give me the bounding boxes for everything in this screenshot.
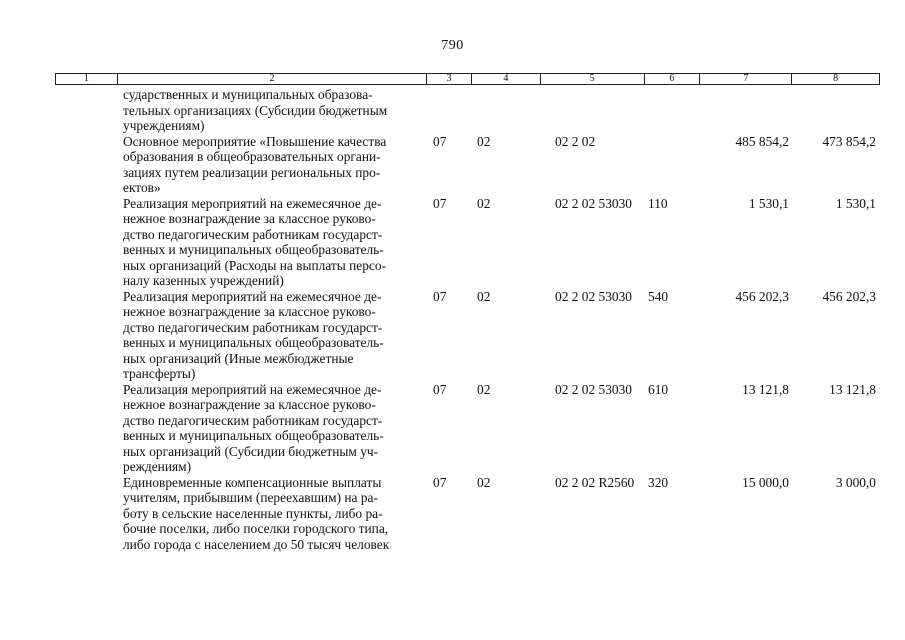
- cell-col-1: [55, 87, 117, 134]
- header-col-6: 6: [645, 74, 701, 84]
- cell-section: 07: [433, 288, 447, 304]
- cell-expense-type: [645, 134, 701, 196]
- cell-section: 07: [433, 195, 447, 211]
- cell-section: 07: [433, 381, 447, 397]
- cell-description: Реализация мероприятий на ежемесячное де- нежное вознаграждение за классное руково- дство педагогическим работникам государст- венных и муниципальных общеобразователь- ных организаций (Расходы на выплаты персо- налу казенных учреждений): [123, 195, 387, 288]
- cell-amount-col-7: [701, 87, 793, 134]
- table-header-row: [55, 73, 880, 85]
- cell-subsection: [472, 87, 541, 134]
- cell-col-1: [55, 196, 117, 289]
- cell-target-article: 02 2 02 53030: [555, 288, 632, 304]
- table-row: [55, 134, 880, 196]
- cell-description: Основное мероприятие «Повышение качества образования в общеобразовательных органи- зациях путем реализации региональных про- ектов»: [123, 133, 387, 195]
- cell-amount-col-7: 13 121,8: [742, 381, 789, 397]
- cell-expense-type: [645, 87, 701, 134]
- cell-section: [427, 87, 472, 134]
- cell-target-article: 02 2 02 53030: [555, 381, 632, 397]
- header-col-3: 3: [427, 74, 472, 84]
- cell-amount-col-7: 1 530,1: [748, 195, 789, 211]
- header-col-2: 2: [118, 74, 427, 84]
- header-col-8: 8: [833, 73, 839, 84]
- cell-subsection: 02: [477, 195, 491, 211]
- cell-amount-col-7: 456 202,3: [735, 288, 789, 304]
- cell-expense-type: 540: [648, 288, 669, 304]
- cell-description: сударственных и муниципальных образова- тельных организациях (Субсидии бюджетным учреждениям): [123, 87, 388, 133]
- cell-amount-col-7: 485 854,2: [735, 133, 789, 149]
- cell-amount-col-8: 456 202,3: [822, 288, 876, 304]
- cell-target-article: 02 2 02 53030: [555, 195, 632, 211]
- cell-expense-type: 110: [648, 195, 668, 211]
- header-col-5: 5: [541, 74, 645, 84]
- cell-col-1: [55, 289, 117, 382]
- header-col-1: 1: [56, 74, 118, 84]
- page-number: 790: [441, 38, 464, 53]
- cell-expense-type: 320: [648, 474, 669, 490]
- budget-table-body: [55, 87, 880, 552]
- cell-amount-col-8: 1 530,1: [835, 195, 876, 211]
- cell-target-article: 02 2 02 R2560: [555, 474, 635, 490]
- cell-amount-col-8: 3 000,0: [835, 474, 876, 490]
- cell-col-1: [55, 382, 117, 475]
- cell-section: 07: [433, 474, 447, 490]
- table-row: [55, 87, 880, 134]
- cell-amount-col-8: 13 121,8: [829, 381, 876, 397]
- cell-target-article: 02 2 02: [555, 133, 596, 149]
- cell-subsection: 02: [477, 381, 491, 397]
- cell-amount-col-7: 15 000,0: [742, 474, 789, 490]
- cell-col-1: [55, 475, 117, 553]
- cell-subsection: 02: [477, 288, 491, 304]
- cell-description: Единовременные компенсационные выплаты учителям, прибывшим (переехавшим) на ра- боту в сельские населенные пункты, либо ра- бочие поселки, либо поселки городского типа, либо города с населением до 50 тысяч человек: [123, 474, 390, 552]
- cell-subsection: 02: [477, 474, 491, 490]
- cell-expense-type: 610: [648, 381, 669, 397]
- table-row: [55, 196, 880, 289]
- cell-amount-col-8: 473 854,2: [822, 133, 876, 149]
- table-row: [55, 382, 880, 475]
- table-row: [55, 289, 880, 382]
- header-col-7: 7: [700, 74, 792, 84]
- table-row: [55, 475, 880, 553]
- cell-target-article: [541, 87, 645, 134]
- cell-description: Реализация мероприятий на ежемесячное де- нежное вознаграждение за классное руково- дство педагогическим работникам государст- венных и муниципальных общеобразователь- ных организаций (Субсидии бюджетным уч- реждениям): [123, 381, 384, 474]
- cell-amount-col-8: [793, 87, 880, 134]
- cell-subsection: 02: [477, 133, 491, 149]
- cell-col-1: [55, 134, 117, 196]
- header-col-4: 4: [472, 74, 541, 84]
- cell-section: 07: [433, 133, 447, 149]
- cell-description: Реализация мероприятий на ежемесячное де- нежное вознаграждение за классное руково- дство педагогическим работникам государст- венных и муниципальных общеобразователь- ных организаций (Иные межбюджетные трансферты): [123, 288, 384, 381]
